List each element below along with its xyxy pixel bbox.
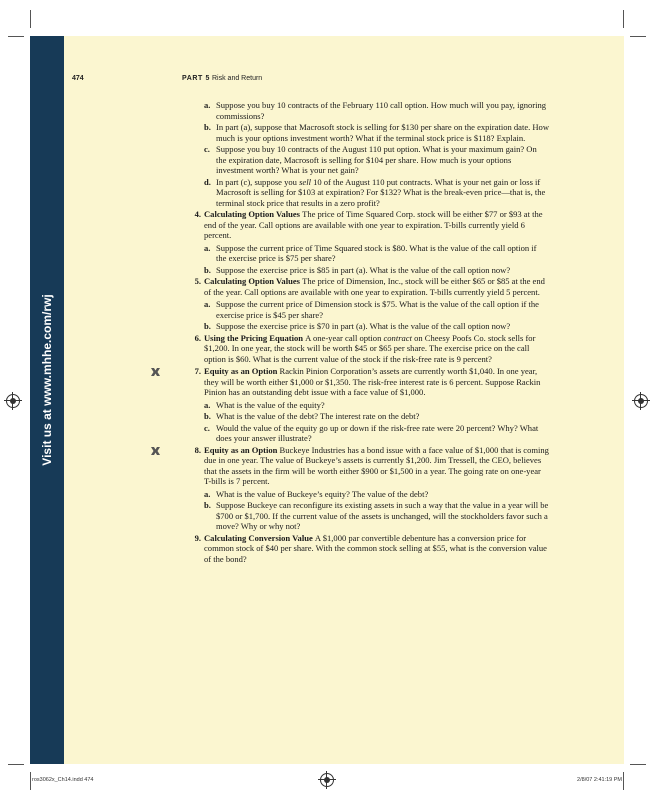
problem-title: Calculating Option Values (204, 209, 300, 219)
list-item: c. Would the value of the equity go up or down if the risk-free rate were 20 percent? Why? What does your answer illustrate? (204, 422, 539, 443)
list-item: a. Suppose the current price of Time Squared stock is $80. What is the value of the call option if the exercise price is $75 per share? (204, 242, 537, 263)
crop-mark (30, 10, 31, 28)
problem-number: 5. (194, 276, 201, 286)
problem-body: Buckeye Industries has a bond issue with a face value of $1,000 that is coming due in one year. The value of Buckeye’s assets is currently $1,200. Jim Tressell, the CEO, believes that the assets in the firm will be worth either $900 or $1,500 in a year. The going rate on one-year T-bills is 7 percent. (204, 444, 549, 486)
registration-mark-icon (6, 394, 20, 408)
problem-body: A one-year call option contract on Cheesy Poofs Co. stock sells for $1,200. In one year, the stock will be worth $45 or $65 per share. The exercise price on the call option is $60. What is the current value of the stock if the risk-free rate is 9 percent? (204, 332, 536, 364)
list-item: b. Suppose the exercise price is $85 in part (a). What is the value of the call option now? (204, 264, 511, 275)
problem-number: 9. (194, 532, 201, 543)
problem-body: Rackin Pinion Corporation’s assets are currently worth $1,040. In one year, they will be worth either $1,000 or $1,350. The risk-free interest rate is 6 percent. Suppose Rackin Pinion has an outstanding debt issue with a face value of $1,000. (204, 366, 541, 397)
problem-body: The price of Time Squared Corp. stock will be either $77 or $93 at the end of the year. Call options are available with one year to expiration. T-bills currently yield 6 percent. (204, 209, 543, 240)
part-label: PART 5 (182, 75, 210, 82)
problem-number: 7. (194, 366, 201, 376)
crop-mark (30, 772, 31, 790)
problem-title: Equity as an Option (204, 366, 278, 376)
crop-mark (630, 764, 646, 765)
crop-mark (630, 36, 646, 37)
problem-5 (182, 276, 549, 297)
page-number: 474 (72, 75, 84, 82)
problem-number: 4. (194, 209, 201, 219)
problem-4 (182, 209, 549, 241)
registration-mark-icon (320, 773, 334, 787)
problem-body: A $1,000 par convertible debenture has a conversion price for common stock of $40 per share. With the common stock selling at $55, what is the conversion value of the bond? (204, 532, 547, 564)
crop-mark (8, 36, 24, 37)
list-item: d. In part (c), suppose you sell 10 of the August 110 put contracts. What is your net gain or loss if Macrosoft is selling for $103 at expiration? For $132? What is the break-even price—that is, the terminal stock price that results in a zero profit? (204, 176, 546, 208)
list-item: b. What is the value of the debt? The interest rate on the debt? (204, 411, 420, 421)
problem-title: Equity as an Option (204, 444, 278, 455)
registration-mark-icon (634, 394, 648, 408)
problem-title: Using the Pricing Equation (204, 332, 304, 343)
list-item: b. Suppose Buckeye can reconfigure its existing assets in such a way that the value in a year will be $700 or $1,700. If the current value of the assets is unchanged, will the stockholders favor such a move? Why or why not? (204, 500, 549, 531)
footer-timestamp: 2/8/07 2:41:19 PM (577, 777, 622, 783)
part-title: Risk and Return (212, 75, 263, 82)
problem-6 (182, 333, 549, 365)
list-item: a. What is the value of Buckeye’s equity? The value of the debt? (204, 488, 429, 499)
list-item: b. Suppose the exercise price is $70 in part (a). What is the value of the call option now? (204, 321, 511, 331)
problem-title: Calculating Conversion Value (204, 532, 313, 543)
footer-file-name: ros3062x_Ch14.indd 474 (32, 777, 94, 783)
list-item: c. Suppose you buy 10 contracts of the August 110 put option. What is your maximum gain? On the expiration date, Macrosoft is selling for $104 per share. How much is your options investment worth? What is your net gain? (204, 144, 537, 175)
problem-number: 6. (194, 332, 201, 343)
list-item: a. Suppose you buy 10 contracts of the February 110 call option. How much will you pay, ignoring commissions? (204, 100, 547, 121)
crop-mark (623, 772, 624, 790)
problem-number: 8. (194, 444, 201, 455)
crop-mark (8, 764, 24, 765)
crop-mark (623, 10, 624, 28)
list-item: a. What is the value of the equity? (204, 399, 325, 410)
problem-title: Calculating Option Values (204, 276, 300, 286)
list-item: b. In part (a), suppose that Macrosoft stock is selling for $130 per share on the expiration date. How much is your options investment worth? What if the terminal stock price is $118? Explain. (204, 122, 550, 143)
spreadsheet-flag-icon (150, 367, 161, 377)
problem-9 (182, 533, 549, 565)
problem-body: The price of Dimension, Inc., stock will be either $65 or $85 at the end of the year. Call options are available with one year to expiration. T-bills currently yield 5 percent. (204, 276, 545, 297)
sidebar-url: Visit us at www.mhhe.com/rwj (40, 294, 54, 466)
problem-list (182, 99, 549, 566)
list-item: a. Suppose the current price of Dimension stock is $75. What is the value of the call option if the exercise price is $45 per share? (204, 299, 539, 320)
problem-7 (182, 366, 549, 398)
problem-8 (182, 445, 549, 487)
spreadsheet-flag-icon (150, 446, 161, 456)
